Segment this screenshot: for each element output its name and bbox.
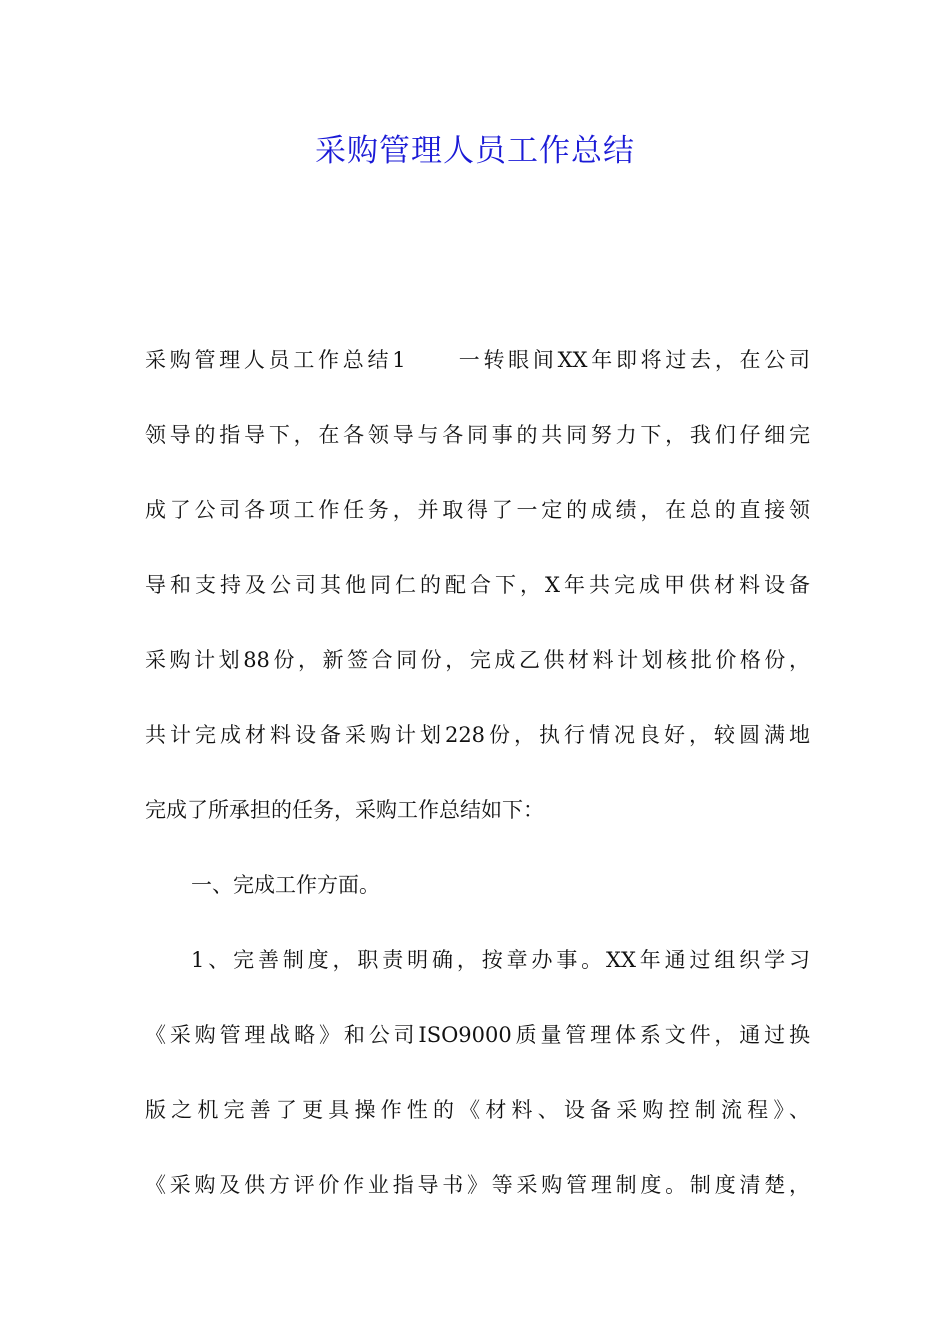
section-heading: 一、完成工作方面。 <box>191 873 380 897</box>
body-line: 成了公司各项工作任务，并取得了一定的成绩，在总的直接领 <box>145 498 810 522</box>
document-title: 采购管理人员工作总结 <box>315 133 635 169</box>
body-line: 导和支持及公司其他同仁的配合下，X年共完成甲供材料设备 <box>145 573 810 597</box>
body-line: 《采购及供方评价作业指导书》等采购管理制度。制度清楚， <box>145 1173 810 1197</box>
body-line: 领导的指导下，在各领导与各同事的共同努力下，我们仔细完 <box>145 423 810 447</box>
body-line: 1、完善制度，职责明确，按章办事。XX年通过组织学习 <box>191 948 810 972</box>
body-line: 版之机完善了更具操作性的《材料、设备采购控制流程》、 <box>145 1098 810 1122</box>
body-line: 共计完成材料设备采购计划228份，执行情况良好，较圆满地 <box>145 723 810 747</box>
document-body <box>145 335 810 1235</box>
body-line: 采购管理人员工作总结1 一转眼间XX年即将过去，在公司 <box>145 348 810 372</box>
body-line: 完成了所承担的任务，采购工作总结如下： <box>145 798 544 822</box>
body-line: 《采购管理战略》和公司ISO9000质量管理体系文件，通过换 <box>145 1023 810 1047</box>
body-line: 采购计划88份，新签合同份，完成乙供材料计划核批价格份， <box>145 648 810 672</box>
